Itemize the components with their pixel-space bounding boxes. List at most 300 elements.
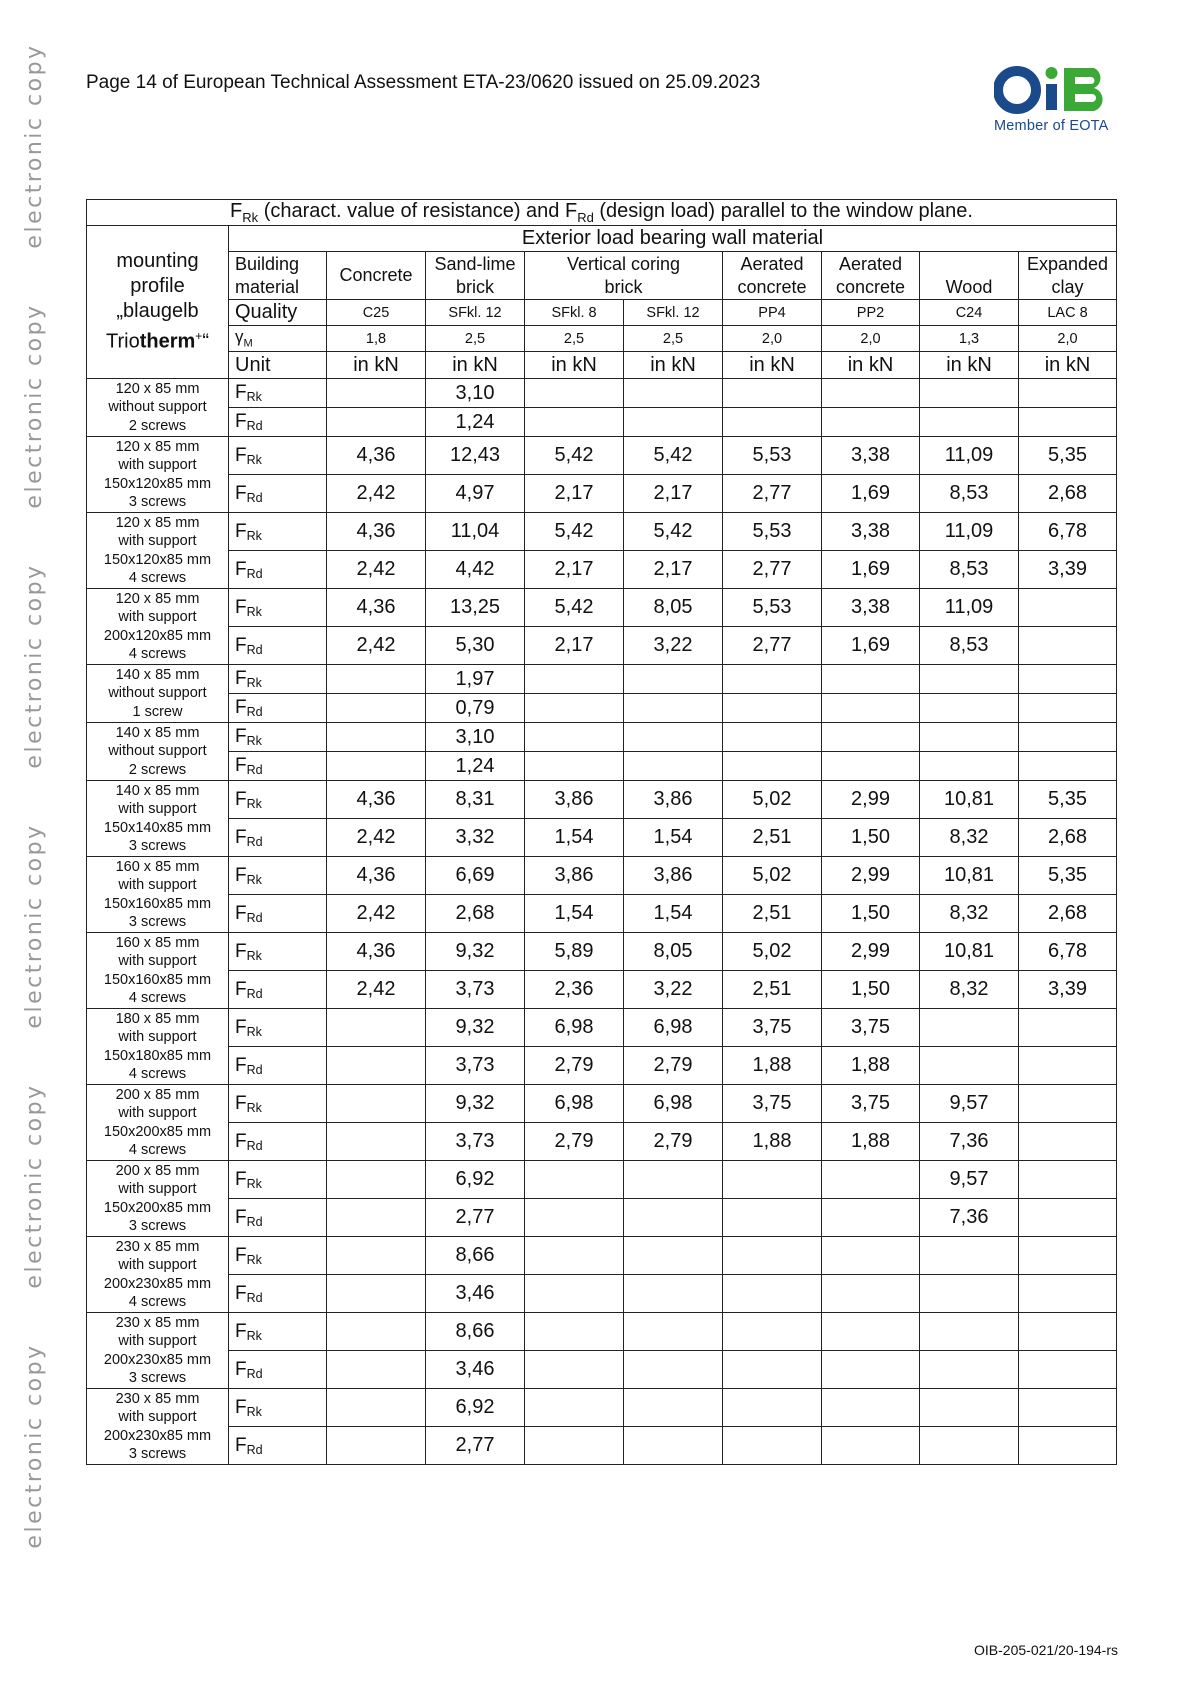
- unit-cell: in kN: [327, 352, 426, 379]
- frk-value-cell: [1019, 1009, 1117, 1047]
- frd-value-cell: 8,32: [920, 971, 1019, 1009]
- building-material-label: Building material: [229, 252, 327, 300]
- frd-label: $F_{Rd}$: [229, 475, 327, 513]
- frd-value-cell: [822, 1351, 920, 1389]
- frk-value-cell: 11,04: [426, 513, 525, 551]
- material-aerated-1: Aerated concrete: [723, 252, 822, 300]
- frd-value-cell: [723, 1199, 822, 1237]
- frk-value-cell: [327, 1009, 426, 1047]
- frk-value-cell: [920, 1389, 1019, 1427]
- frk-value-cell: 9,57: [920, 1085, 1019, 1123]
- frd-value-cell: [525, 1199, 624, 1237]
- frk-value-cell: [327, 1237, 426, 1275]
- profile-line: 200 x 85 mm: [115, 1086, 200, 1103]
- material-concrete: Concrete: [327, 252, 426, 300]
- frk-value-cell: [1019, 1313, 1117, 1351]
- profile-line: with support: [118, 1105, 197, 1121]
- frk-value-cell: 6,69: [426, 857, 525, 895]
- material-sandlime: Sand-lime brick: [426, 252, 525, 300]
- frk-value-cell: [525, 665, 624, 694]
- unit-cell: in kN: [822, 352, 920, 379]
- table-row: [87, 1199, 1117, 1237]
- frk-label: $F_{Rk}$: [229, 781, 327, 819]
- frk-value-cell: [624, 665, 723, 694]
- frk-value-cell: 3,86: [624, 781, 723, 819]
- frk-value-cell: [624, 1161, 723, 1199]
- material-aerated-2: Aerated concrete: [822, 252, 920, 300]
- frk-value-cell: 5,42: [525, 437, 624, 475]
- frd-value-cell: [525, 1427, 624, 1465]
- frd-label: $F_{Rd}$: [229, 1351, 327, 1389]
- frd-value-cell: 2,17: [525, 551, 624, 589]
- frd-value-cell: 7,36: [920, 1123, 1019, 1161]
- quality-cell: SFkl. 12: [624, 300, 723, 326]
- frk-value-cell: [327, 379, 426, 408]
- frd-value-cell: 3,22: [624, 627, 723, 665]
- frk-value-cell: [624, 1237, 723, 1275]
- frk-label: $F_{Rk}$: [229, 857, 327, 895]
- frd-value-cell: [1019, 1199, 1117, 1237]
- frd-value-cell: [1019, 1047, 1117, 1085]
- frd-value-cell: 3,39: [1019, 551, 1117, 589]
- frd-value-cell: [920, 1351, 1019, 1389]
- frk-value-cell: 8,31: [426, 781, 525, 819]
- table-row: [87, 1161, 1117, 1199]
- profile-line: 2 screws: [128, 761, 187, 778]
- frd-value-cell: [327, 1427, 426, 1465]
- gamma-cell: 2,5: [624, 326, 723, 352]
- table-row: [87, 971, 1117, 1009]
- frd-value-cell: 8,53: [920, 475, 1019, 513]
- frd-value-cell: 3,73: [426, 1123, 525, 1161]
- gamma-cell: 2,0: [723, 326, 822, 352]
- frk-value-cell: 11,09: [920, 437, 1019, 475]
- table-row: [87, 1009, 1117, 1047]
- profile-line: 120 x 85 mm: [115, 380, 200, 397]
- profile-line: with support: [118, 457, 197, 473]
- watermark-4: electronic copy: [22, 823, 47, 1029]
- frd-value-cell: [327, 1123, 426, 1161]
- frd-value-cell: 2,79: [624, 1047, 723, 1085]
- frk-value-cell: 4,36: [327, 513, 426, 551]
- unit-cell: in kN: [624, 352, 723, 379]
- table-row: [87, 475, 1117, 513]
- frd-value-cell: 1,24: [426, 752, 525, 781]
- unit-cell: in kN: [1019, 352, 1117, 379]
- frd-value-cell: 2,36: [525, 971, 624, 1009]
- frk-value-cell: 4,36: [327, 857, 426, 895]
- table-row: [87, 694, 1117, 723]
- frd-value-cell: 2,42: [327, 819, 426, 857]
- frk-value-cell: [1019, 1085, 1117, 1123]
- frd-value-cell: [624, 694, 723, 723]
- frk-value-cell: 10,81: [920, 857, 1019, 895]
- frk-value-cell: 3,75: [822, 1009, 920, 1047]
- frk-value-cell: [525, 723, 624, 752]
- frd-label: $F_{Rd}$: [229, 1047, 327, 1085]
- frk-value-cell: [525, 379, 624, 408]
- profile-line: with support: [118, 801, 197, 817]
- frd-value-cell: [920, 694, 1019, 723]
- frk-value-cell: [723, 1389, 822, 1427]
- profile-cell: [87, 379, 229, 437]
- profile-line: 4 screws: [128, 1066, 187, 1082]
- frk-value-cell: [920, 1237, 1019, 1275]
- frk-label: $F_{Rk}$: [229, 437, 327, 475]
- frk-value-cell: [327, 723, 426, 752]
- profile-line: 150x200x85 mm: [103, 1199, 212, 1216]
- frk-value-cell: 1,97: [426, 665, 525, 694]
- frk-value-cell: [327, 1161, 426, 1199]
- watermark-1: electronic copy: [22, 43, 47, 249]
- frd-value-cell: [327, 1351, 426, 1389]
- table-title: $F_{Rk}$ (charact. value of resistance) and $F_{Rd}$ (design load) parallel to the window plane.: [87, 200, 1117, 226]
- frk-value-cell: 5,53: [723, 437, 822, 475]
- table-row: [87, 781, 1117, 819]
- frd-value-cell: [822, 752, 920, 781]
- profile-line: 180 x 85 mm: [115, 1010, 200, 1027]
- profile-cell: [87, 1313, 229, 1389]
- frk-value-cell: [525, 1161, 624, 1199]
- quality-cell: C25: [327, 300, 426, 326]
- frd-value-cell: [525, 1351, 624, 1389]
- profile-line: 200x230x85 mm: [103, 1351, 212, 1368]
- material-expanded-clay: Expanded clay: [1019, 252, 1117, 300]
- table-row: [87, 1275, 1117, 1313]
- resistance-table: [86, 199, 1117, 1465]
- frd-value-cell: [327, 408, 426, 437]
- frd-value-cell: 1,54: [624, 819, 723, 857]
- frd-value-cell: 1,88: [822, 1047, 920, 1085]
- frd-value-cell: [822, 1427, 920, 1465]
- frd-value-cell: 2,42: [327, 551, 426, 589]
- profile-line: 140 x 85 mm: [115, 666, 200, 683]
- frk-value-cell: 6,98: [525, 1009, 624, 1047]
- profile-line: 230 x 85 mm: [115, 1314, 200, 1331]
- frk-value-cell: [822, 379, 920, 408]
- frd-value-cell: 1,50: [822, 819, 920, 857]
- frk-value-cell: 11,09: [920, 589, 1019, 627]
- profile-line: 150x140x85 mm: [103, 819, 212, 836]
- profile-cell: [87, 933, 229, 1009]
- gamma-cell: 2,0: [822, 326, 920, 352]
- frk-label: $F_{Rk}$: [229, 1389, 327, 1427]
- profile-line: 150x120x85 mm: [103, 551, 212, 568]
- frk-label: $F_{Rk}$: [229, 513, 327, 551]
- frd-value-cell: 1,88: [723, 1123, 822, 1161]
- frd-label: $F_{Rd}$: [229, 1199, 327, 1237]
- frk-value-cell: 6,92: [426, 1389, 525, 1427]
- frd-value-cell: 3,73: [426, 1047, 525, 1085]
- frk-value-cell: 13,25: [426, 589, 525, 627]
- table-row: [87, 589, 1117, 627]
- table-row: [87, 665, 1117, 694]
- frk-value-cell: [1019, 723, 1117, 752]
- profile-line: 4 screws: [128, 570, 187, 586]
- profile-line: 150x200x85 mm: [103, 1123, 212, 1140]
- profile-line: with support: [118, 877, 197, 893]
- profile-cell: [87, 589, 229, 665]
- exterior-wall-header: Exterior load bearing wall material: [229, 226, 1117, 252]
- frk-value-cell: 9,57: [920, 1161, 1019, 1199]
- frd-value-cell: 2,77: [723, 627, 822, 665]
- frd-value-cell: 2,68: [426, 895, 525, 933]
- frk-value-cell: [920, 665, 1019, 694]
- frd-value-cell: [327, 1047, 426, 1085]
- frk-label: $F_{Rk}$: [229, 665, 327, 694]
- quality-cell: SFkl. 12: [426, 300, 525, 326]
- frd-label: $F_{Rd}$: [229, 694, 327, 723]
- profile-line: with support: [118, 1257, 197, 1273]
- frd-value-cell: 8,32: [920, 895, 1019, 933]
- frd-value-cell: 2,51: [723, 895, 822, 933]
- profile-cell: [87, 1085, 229, 1161]
- profile-line: 200 x 85 mm: [115, 1162, 200, 1179]
- frk-value-cell: 3,75: [822, 1085, 920, 1123]
- frk-value-cell: 2,99: [822, 857, 920, 895]
- frk-value-cell: [624, 379, 723, 408]
- frk-value-cell: 4,36: [327, 437, 426, 475]
- frk-value-cell: 5,42: [525, 589, 624, 627]
- frd-value-cell: [327, 752, 426, 781]
- frk-value-cell: 4,36: [327, 781, 426, 819]
- profile-line: 4 screws: [128, 990, 187, 1006]
- frd-value-cell: 2,17: [624, 475, 723, 513]
- frk-value-cell: 3,38: [822, 513, 920, 551]
- frd-value-cell: 1,50: [822, 971, 920, 1009]
- oib-logo-mark: [994, 64, 1118, 116]
- frd-value-cell: 3,22: [624, 971, 723, 1009]
- frk-value-cell: 9,32: [426, 933, 525, 971]
- frk-value-cell: [723, 1161, 822, 1199]
- frk-value-cell: 3,75: [723, 1009, 822, 1047]
- frd-value-cell: 2,79: [525, 1123, 624, 1161]
- frk-label: $F_{Rk}$: [229, 1085, 327, 1123]
- frd-value-cell: 2,42: [327, 627, 426, 665]
- frd-value-cell: 2,68: [1019, 895, 1117, 933]
- profile-line: 200x120x85 mm: [103, 627, 212, 644]
- frk-value-cell: [723, 723, 822, 752]
- frd-value-cell: 2,17: [624, 551, 723, 589]
- profile-line: 3 screws: [128, 838, 187, 854]
- frd-value-cell: 1,88: [822, 1123, 920, 1161]
- frk-label: $F_{Rk}$: [229, 1009, 327, 1047]
- table-row: [87, 551, 1117, 589]
- frk-value-cell: 5,42: [525, 513, 624, 551]
- unit-cell: in kN: [920, 352, 1019, 379]
- profile-line: 140 x 85 mm: [115, 724, 200, 741]
- table-row: [87, 1427, 1117, 1465]
- frd-value-cell: 1,69: [822, 551, 920, 589]
- frd-value-cell: 2,42: [327, 971, 426, 1009]
- frk-value-cell: 5,35: [1019, 857, 1117, 895]
- frd-value-cell: 3,73: [426, 971, 525, 1009]
- frd-value-cell: [1019, 627, 1117, 665]
- frd-value-cell: [723, 694, 822, 723]
- quality-label: Quality: [229, 300, 327, 326]
- frd-value-cell: [1019, 408, 1117, 437]
- quality-cell: C24: [920, 300, 1019, 326]
- profile-line: with support: [118, 609, 197, 625]
- gamma-label: $\gamma_M$: [229, 326, 327, 352]
- unit-label: Unit: [229, 352, 327, 379]
- table-row: [87, 1085, 1117, 1123]
- frd-value-cell: 2,79: [624, 1123, 723, 1161]
- frd-value-cell: 1,54: [624, 895, 723, 933]
- frd-value-cell: 0,79: [426, 694, 525, 723]
- profile-line: 150x180x85 mm: [103, 1047, 212, 1064]
- frk-label: $F_{Rk}$: [229, 589, 327, 627]
- table-row: [87, 723, 1117, 752]
- frd-value-cell: 1,24: [426, 408, 525, 437]
- gamma-cell: 1,3: [920, 326, 1019, 352]
- frd-value-cell: 3,32: [426, 819, 525, 857]
- frk-label: $F_{Rk}$: [229, 933, 327, 971]
- frk-value-cell: [327, 1389, 426, 1427]
- profile-cell: [87, 1389, 229, 1465]
- profile-line: 3 screws: [128, 1370, 187, 1386]
- frd-value-cell: [920, 1047, 1019, 1085]
- profile-line: 160 x 85 mm: [115, 934, 200, 951]
- frk-value-cell: 5,02: [723, 781, 822, 819]
- frk-value-cell: 10,81: [920, 781, 1019, 819]
- table-row: [87, 819, 1117, 857]
- profile-line: with support: [118, 1181, 197, 1197]
- frd-value-cell: 2,77: [426, 1427, 525, 1465]
- frd-value-cell: [327, 1275, 426, 1313]
- frd-label: $F_{Rd}$: [229, 551, 327, 589]
- frk-value-cell: 8,66: [426, 1313, 525, 1351]
- profile-line: 150x160x85 mm: [103, 895, 212, 912]
- gamma-cell: 2,5: [426, 326, 525, 352]
- frd-value-cell: [624, 1427, 723, 1465]
- oib-logo: [994, 64, 1118, 134]
- frd-value-cell: 2,17: [525, 475, 624, 513]
- profile-line: 120 x 85 mm: [115, 438, 200, 455]
- frd-value-cell: [525, 694, 624, 723]
- frd-value-cell: [525, 752, 624, 781]
- frk-value-cell: 3,75: [723, 1085, 822, 1123]
- frd-value-cell: 2,77: [426, 1199, 525, 1237]
- frk-value-cell: 6,78: [1019, 933, 1117, 971]
- profile-line: 230 x 85 mm: [115, 1390, 200, 1407]
- frd-value-cell: [327, 694, 426, 723]
- frd-value-cell: 2,17: [525, 627, 624, 665]
- quality-cell: PP4: [723, 300, 822, 326]
- frk-value-cell: [723, 1237, 822, 1275]
- profile-line: 3 screws: [128, 1218, 187, 1234]
- frk-value-cell: [822, 1313, 920, 1351]
- frk-value-cell: [1019, 589, 1117, 627]
- frd-value-cell: 1,50: [822, 895, 920, 933]
- frk-value-cell: 3,10: [426, 723, 525, 752]
- frk-value-cell: 5,35: [1019, 437, 1117, 475]
- profile-line: 4 screws: [128, 1294, 187, 1310]
- frk-value-cell: [327, 1085, 426, 1123]
- frd-value-cell: 2,68: [1019, 819, 1117, 857]
- frk-label: $F_{Rk}$: [229, 379, 327, 408]
- quality-cell: SFkl. 8: [525, 300, 624, 326]
- frd-value-cell: 1,69: [822, 475, 920, 513]
- frd-value-cell: [822, 408, 920, 437]
- profile-line: 4 screws: [128, 1142, 187, 1158]
- profile-line: 3 screws: [128, 494, 187, 510]
- profile-cell: [87, 1161, 229, 1237]
- document-code: OIB-205-021/20-194-rs: [974, 1642, 1118, 1658]
- table-row: [87, 1237, 1117, 1275]
- frd-value-cell: 3,46: [426, 1275, 525, 1313]
- frk-value-cell: 8,66: [426, 1237, 525, 1275]
- frd-value-cell: [920, 408, 1019, 437]
- profile-line: 140 x 85 mm: [115, 782, 200, 799]
- frk-value-cell: [920, 1009, 1019, 1047]
- frd-value-cell: [525, 408, 624, 437]
- frd-value-cell: [822, 1199, 920, 1237]
- page-header: Page 14 of European Technical Assessment ETA-23/0620 issued on 25.09.2023: [86, 72, 761, 93]
- frd-label: $F_{Rd}$: [229, 819, 327, 857]
- profile-line: 120 x 85 mm: [115, 514, 200, 531]
- profile-line: with support: [118, 1409, 197, 1425]
- watermark-3: electronic copy: [22, 563, 47, 769]
- watermark-5: electronic copy: [22, 1083, 47, 1289]
- profile-line: 4 screws: [128, 646, 187, 662]
- frk-label: $F_{Rk}$: [229, 1237, 327, 1275]
- frd-value-cell: [525, 1275, 624, 1313]
- frd-value-cell: 3,46: [426, 1351, 525, 1389]
- frd-value-cell: [1019, 1123, 1117, 1161]
- frd-value-cell: 8,53: [920, 551, 1019, 589]
- frk-value-cell: 5,53: [723, 589, 822, 627]
- profile-line: with support: [118, 533, 197, 549]
- mounting-profile-header: mounting profile „blaugelb Triotherm+“: [87, 226, 229, 379]
- unit-cell: in kN: [426, 352, 525, 379]
- frd-value-cell: 1,88: [723, 1047, 822, 1085]
- frd-value-cell: 3,39: [1019, 971, 1117, 1009]
- frk-value-cell: [1019, 379, 1117, 408]
- frk-value-cell: 9,32: [426, 1085, 525, 1123]
- table-row: [87, 1047, 1117, 1085]
- table-row: [87, 627, 1117, 665]
- frd-value-cell: [920, 1427, 1019, 1465]
- frd-value-cell: 5,30: [426, 627, 525, 665]
- table-row: [87, 1313, 1117, 1351]
- frk-label: $F_{Rk}$: [229, 723, 327, 752]
- frd-value-cell: 4,97: [426, 475, 525, 513]
- frd-value-cell: [1019, 752, 1117, 781]
- frd-value-cell: 2,51: [723, 971, 822, 1009]
- frd-value-cell: [624, 1351, 723, 1389]
- gamma-cell: 2,5: [525, 326, 624, 352]
- gamma-cell: 2,0: [1019, 326, 1117, 352]
- profile-cell: [87, 665, 229, 723]
- frd-value-cell: 8,53: [920, 627, 1019, 665]
- frd-label: $F_{Rd}$: [229, 971, 327, 1009]
- frd-value-cell: [1019, 694, 1117, 723]
- frd-value-cell: 7,36: [920, 1199, 1019, 1237]
- frd-value-cell: [723, 752, 822, 781]
- frk-value-cell: 2,99: [822, 933, 920, 971]
- frk-value-cell: 6,98: [525, 1085, 624, 1123]
- frk-value-cell: [525, 1313, 624, 1351]
- frd-value-cell: 2,77: [723, 475, 822, 513]
- frd-value-cell: 2,77: [723, 551, 822, 589]
- frk-value-cell: 5,02: [723, 857, 822, 895]
- frk-value-cell: 6,92: [426, 1161, 525, 1199]
- frk-value-cell: [624, 1389, 723, 1427]
- table-row: [87, 1389, 1117, 1427]
- frd-value-cell: 1,54: [525, 819, 624, 857]
- frk-value-cell: [822, 723, 920, 752]
